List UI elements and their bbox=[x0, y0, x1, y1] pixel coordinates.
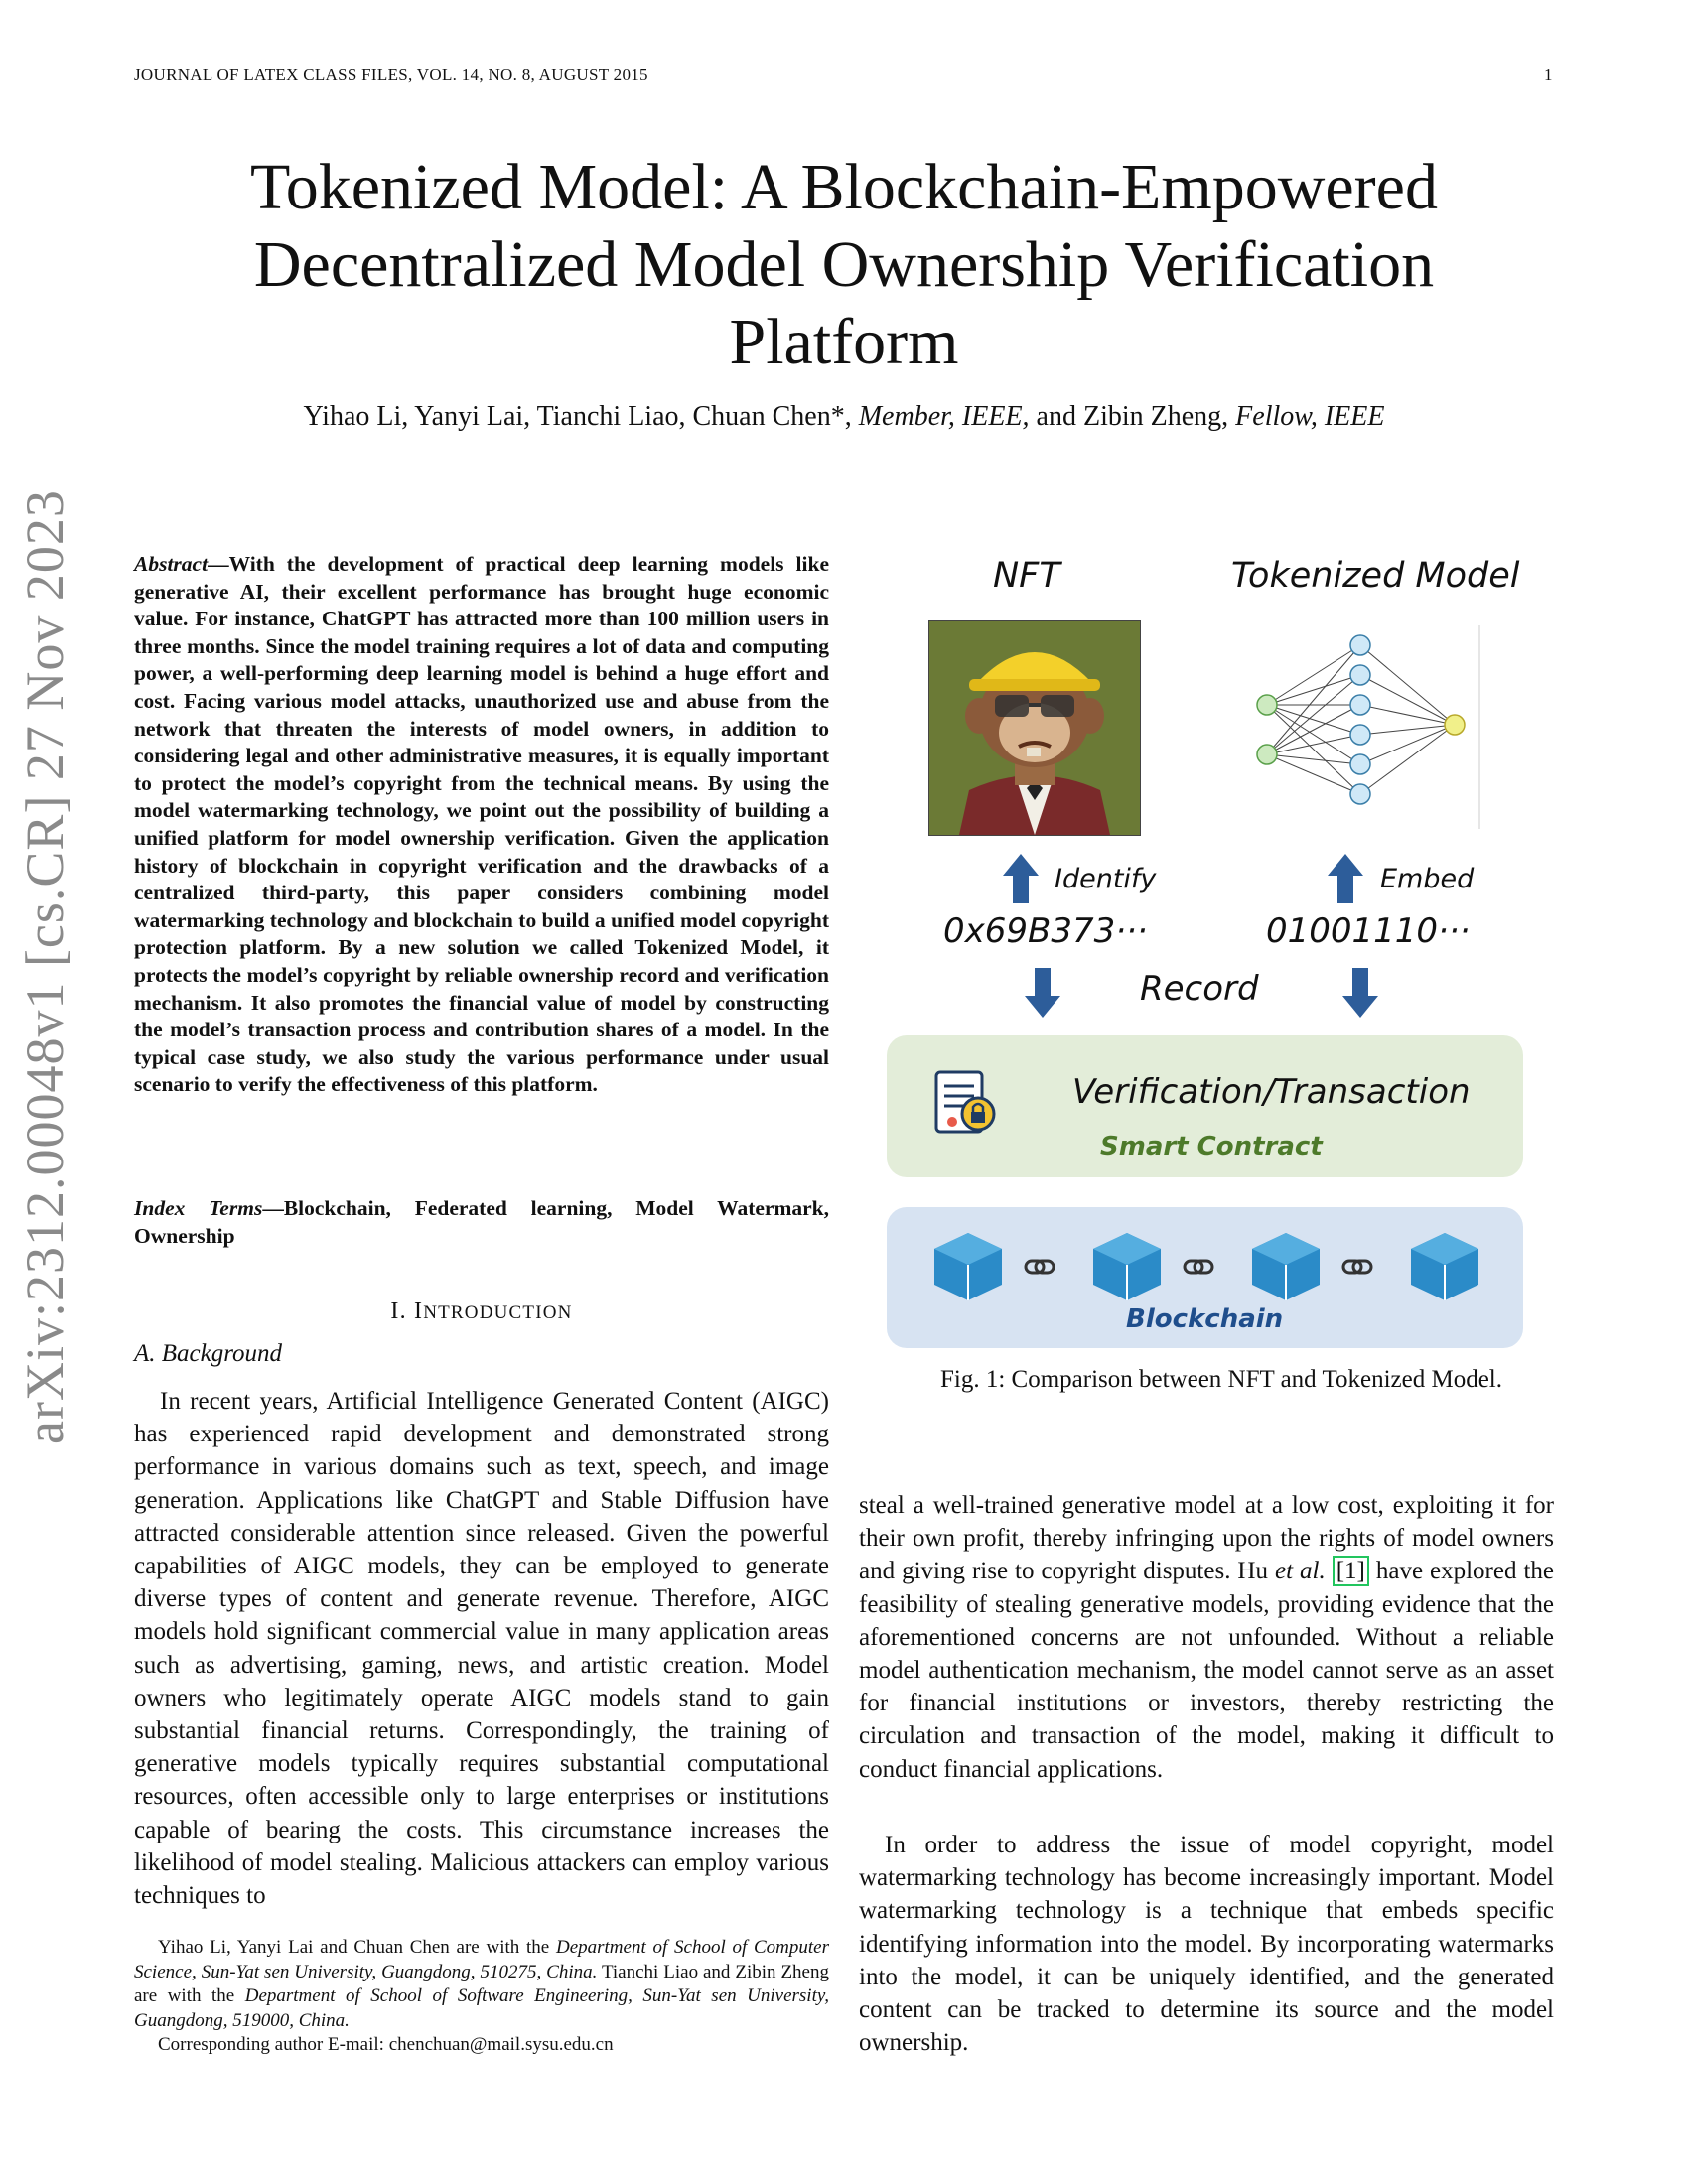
index-terms bbox=[134, 1195, 829, 1250]
chain-link-icon bbox=[1343, 1261, 1371, 1273]
abstract-label: Abstract bbox=[134, 552, 209, 576]
neural-network-diagram bbox=[1241, 620, 1489, 839]
footnote-affil1: Department of School of Computer Science, Sun-Yat sen University, Guangdong, 510275, China. bbox=[134, 1937, 830, 1982]
embed-label: Embed bbox=[1380, 864, 1475, 894]
author-names: Yihao Li, Yanyi Lai, Tianchi Liao, Chuan Chen*, bbox=[303, 401, 852, 432]
author-role-fellow: Fellow, IEEE bbox=[1235, 401, 1385, 432]
right-p1-before: steal a well-trained generative model at a low cost, exploiting it for their own profit, thereby infringing upon the rights of model owners and giving rise to copyright disputes. Hu bbox=[859, 1492, 1554, 1585]
watermark-binary-value: 01001110··· bbox=[1266, 911, 1471, 951]
subsection-heading: A. Background bbox=[134, 1340, 283, 1367]
author-connector: and Zibin Zheng, bbox=[1036, 401, 1229, 432]
author-role-member: Member, IEEE, bbox=[858, 401, 1030, 432]
right-paragraph-1 bbox=[859, 1489, 1554, 1786]
journal-header: JOURNAL OF LATEX CLASS FILES, VOL. 14, NO. 8, AUGUST 2015 bbox=[134, 66, 648, 84]
nft-ape-image bbox=[928, 620, 1141, 836]
section-title-first: I bbox=[413, 1298, 424, 1324]
figure-caption: Fig. 1: Comparison between NFT and Tokenized Model. bbox=[939, 1366, 1502, 1393]
chain-link-icon bbox=[1026, 1261, 1054, 1273]
section-heading bbox=[134, 1298, 829, 1325]
paper-title: Tokenized Model: A Blockchain-Empowered Decentralized Model Ownership Verification Platform bbox=[250, 151, 1438, 378]
author-list bbox=[169, 397, 1519, 437]
footnote-line2: Tianchi Liao and Zibin Zheng are with the bbox=[134, 1961, 829, 2006]
footnote-affil2: Department of School of Software Engineering, Sun-Yat sen University, Guangdong, 519000, China. bbox=[134, 1985, 829, 2031]
abstract-text: —With the development of practical deep learning models like generative AI, their excellent performance has brought huge economic value. For instance, ChatGPT has attracted more than 100 million users in three months. Since the model training requires a lot of data and computing power, a well-performing deep learning model is behind a huge effort and cost. Facing various model attacks, unauthorized use and abuse from the network that threaten the interests of model owners, in addition to considering legal and other administrative measures, it is equally important to protect the model’s copyright from the technical means. By using the model watermarking technology, we point out the possibility of building a unified platform for model ownership verification. Given the application history of blockchain in copyright verification and the drawbacks of a centralized third-party, this paper considers combining model watermarking technology and blockchain to build a unified model copyright protection platform. By a new solution we called Tokenized Model, it protects the model’s copyright by reliable ownership record and verification mechanism. It also promotes the financial value of model by constructing the model’s transaction process and contribution shares of a model. In the typical case study, we also study the various performance under usual scenario to verify the effectiveness of this platform. bbox=[134, 552, 829, 1097]
footnote-email: Corresponding author E-mail: chenchuan@mail.sysu.edu.cn bbox=[158, 2034, 614, 2055]
verification-title: Verification/Transaction bbox=[1072, 1072, 1471, 1112]
right-p1-etal: et al. bbox=[1274, 1558, 1326, 1585]
section-title-rest: NTRODUCTION bbox=[423, 1302, 573, 1323]
index-terms-label: Index Terms bbox=[134, 1196, 263, 1220]
intro-paragraph: In recent years, Artificial Intelligence Generated Content (AIGC) has experienced rapid development and demonstrated strong performance in various domains such as text, speech, and image generation. Applications like ChatGPT and Stable Diffusion have attracted considerable attention since released. Given the powerful capabilities of AIGC models, they can be employed to generate diverse types of content and generate revenue. Therefore, AIGC models hold significant commercial value in many application areas such as advertising, gaming, news, and artistic creation. Model owners who legitimately operate AIGC models stand to gain substantial financial returns. Correspondingly, the training of generative models typically requires substantial computational resources, often accessible only to large enterprises or institutions capable of bearing the costs. This circumstance increases the likelihood of model stealing. Malicious attackers can employ various techniques to bbox=[134, 1388, 829, 1910]
block-cube-icon bbox=[1411, 1233, 1478, 1300]
block-cube-icon bbox=[1252, 1233, 1320, 1300]
citation-link[interactable]: [1] bbox=[1333, 1556, 1369, 1586]
identify-label: Identify bbox=[1055, 864, 1157, 894]
contract-document-icon bbox=[928, 1064, 1008, 1144]
blockchain-blocks bbox=[928, 1227, 1484, 1306]
block-cube-icon bbox=[1093, 1233, 1161, 1300]
nft-hash-value: 0x69B373··· bbox=[943, 911, 1148, 951]
page-number: 1 bbox=[1544, 66, 1553, 84]
footnote-line1: Yihao Li, Yanyi Lai and Chuan Chen are with the bbox=[158, 1937, 556, 1958]
figure-nft-label: NFT bbox=[993, 556, 1060, 596]
record-label: Record bbox=[1140, 969, 1259, 1009]
ape-illustration bbox=[929, 621, 1140, 835]
right-p1-after: have explored the feasibility of stealing generative models, providing evidence that the aforementioned concerns are not unfounded. Without a reliable model authentication mechanism, the model cannot serve as an asset for financial institutions or investors, thereby restricting the circulation and transaction of the model, making it difficult to conduct financial applications. bbox=[859, 1558, 1555, 1783]
arxiv-stamp: arXiv:2312.00048v1 [cs.CR] 27 Nov 2023 bbox=[15, 489, 74, 1444]
record-arrow-right-icon bbox=[1340, 968, 1380, 1018]
abstract bbox=[134, 551, 829, 1099]
embed-arrow-icon bbox=[1326, 854, 1365, 903]
identify-arrow-icon bbox=[1001, 854, 1041, 903]
smart-contract-label: Smart Contract bbox=[1100, 1132, 1323, 1161]
chain-link-icon bbox=[1185, 1261, 1212, 1273]
index-terms-text: —Blockchain, Federated learning, Model Watermark, Ownership bbox=[134, 1196, 829, 1248]
section-number: I. bbox=[390, 1298, 407, 1324]
record-arrow-left-icon bbox=[1023, 968, 1062, 1018]
footnote bbox=[134, 1936, 829, 2058]
right-paragraph-2: In order to address the issue of model copyright, model watermarking technology has become increasingly important. Model watermarking technology is a technique that embeds specific identifying information into the model. By incorporating watermarks into the model, it can be uniquely identified, and the generated content can be tracked to determine its source and the model ownership. bbox=[859, 1832, 1554, 2057]
blockchain-label: Blockchain bbox=[1126, 1304, 1284, 1334]
block-cube-icon bbox=[934, 1233, 1002, 1300]
figure-tokenized-label: Tokenized Model bbox=[1231, 556, 1520, 596]
